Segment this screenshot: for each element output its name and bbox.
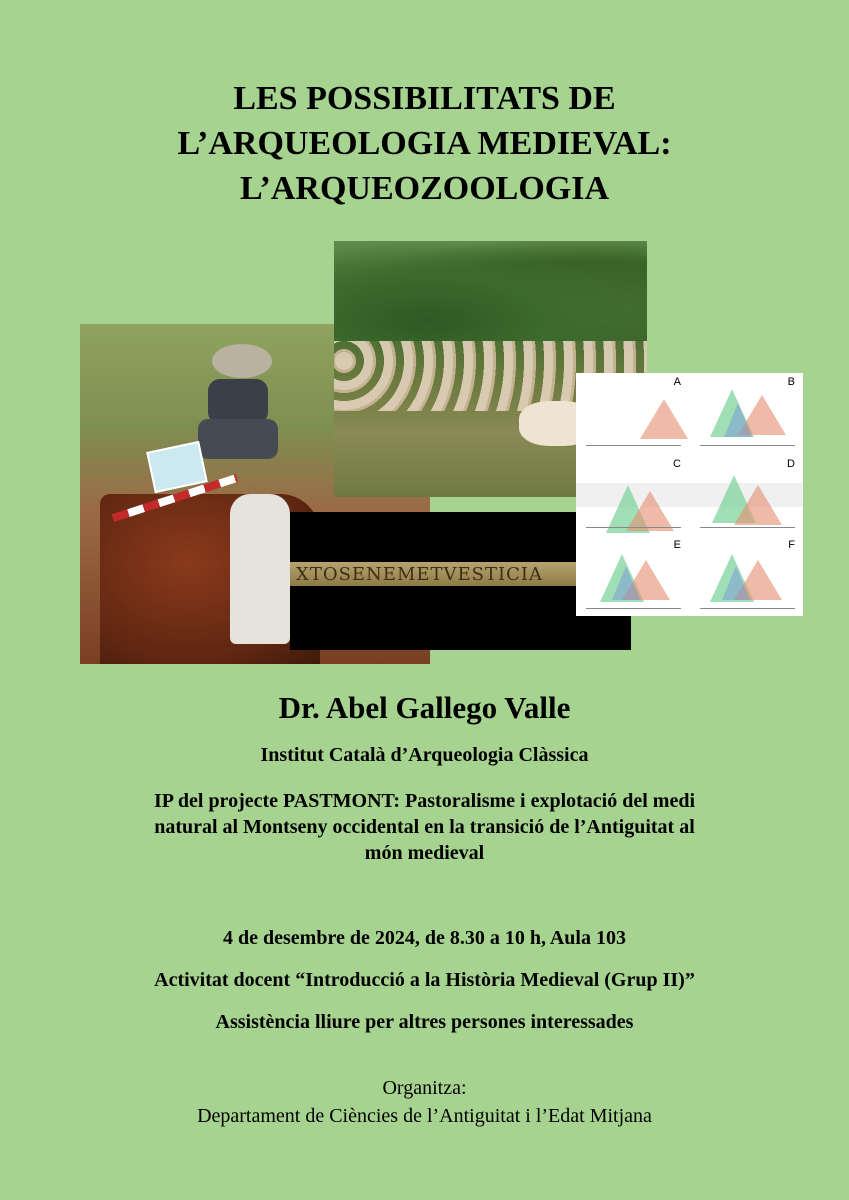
subplot-letter-a: A <box>673 376 681 388</box>
subplot-letter-d: D <box>787 458 795 470</box>
morphometric-plots <box>576 373 803 616</box>
speaker-project <box>60 788 789 866</box>
speaker-affiliation: Institut Català d’Arqueologia Clàssica <box>260 744 589 766</box>
project-line-3: món medieval <box>364 842 485 864</box>
attendance-note: Assistència lliure per altres persones interessades <box>215 1011 634 1033</box>
second-archaeologist-figure <box>230 494 290 644</box>
subplot-a <box>576 373 689 454</box>
project-line-1: IP del projecte PASTMONT: Pastoralisme i explotació del medi <box>153 790 696 812</box>
subplot-letter-f: F <box>788 539 795 551</box>
subplot-letter-b: B <box>787 376 795 388</box>
organizer-name: Departament de Ciències de l’Antiguitat i l’Edat Mitjana <box>197 1105 652 1127</box>
subplot-b <box>690 373 803 454</box>
title-line-3: L’ARQUEOZOOLOGIA <box>239 170 610 207</box>
inscription-text: XTOSENEMETVESTICIA <box>296 564 543 585</box>
project-line-2: natural al Montseny occidental en la transició de l’Antiguitat al <box>154 816 695 838</box>
subplot-e <box>576 536 689 616</box>
subplot-letter-e: E <box>673 539 681 551</box>
forest-hills <box>334 241 647 341</box>
subplot-c <box>576 455 689 536</box>
subplot-f <box>690 536 803 616</box>
title-line-1: LES POSSIBILITATS DE <box>233 80 616 117</box>
subplot-letter-c: C <box>673 458 681 470</box>
archaeologist-figure <box>190 344 290 464</box>
poster-title <box>0 76 849 211</box>
event-datetime: 4 de desembre de 2024, de 8.30 a 10 h, Aula 103 <box>223 927 626 949</box>
title-line-2: L’ARQUEOLOGIA MEDIEVAL: <box>177 125 672 162</box>
subplot-d <box>690 455 803 536</box>
organizer-label: Organitza: <box>382 1077 467 1099</box>
speaker-name: Dr. Abel Gallego Valle <box>278 690 571 725</box>
event-activity: Activitat docent “Introducció a la Història Medieval (Grup II)” <box>154 969 695 991</box>
